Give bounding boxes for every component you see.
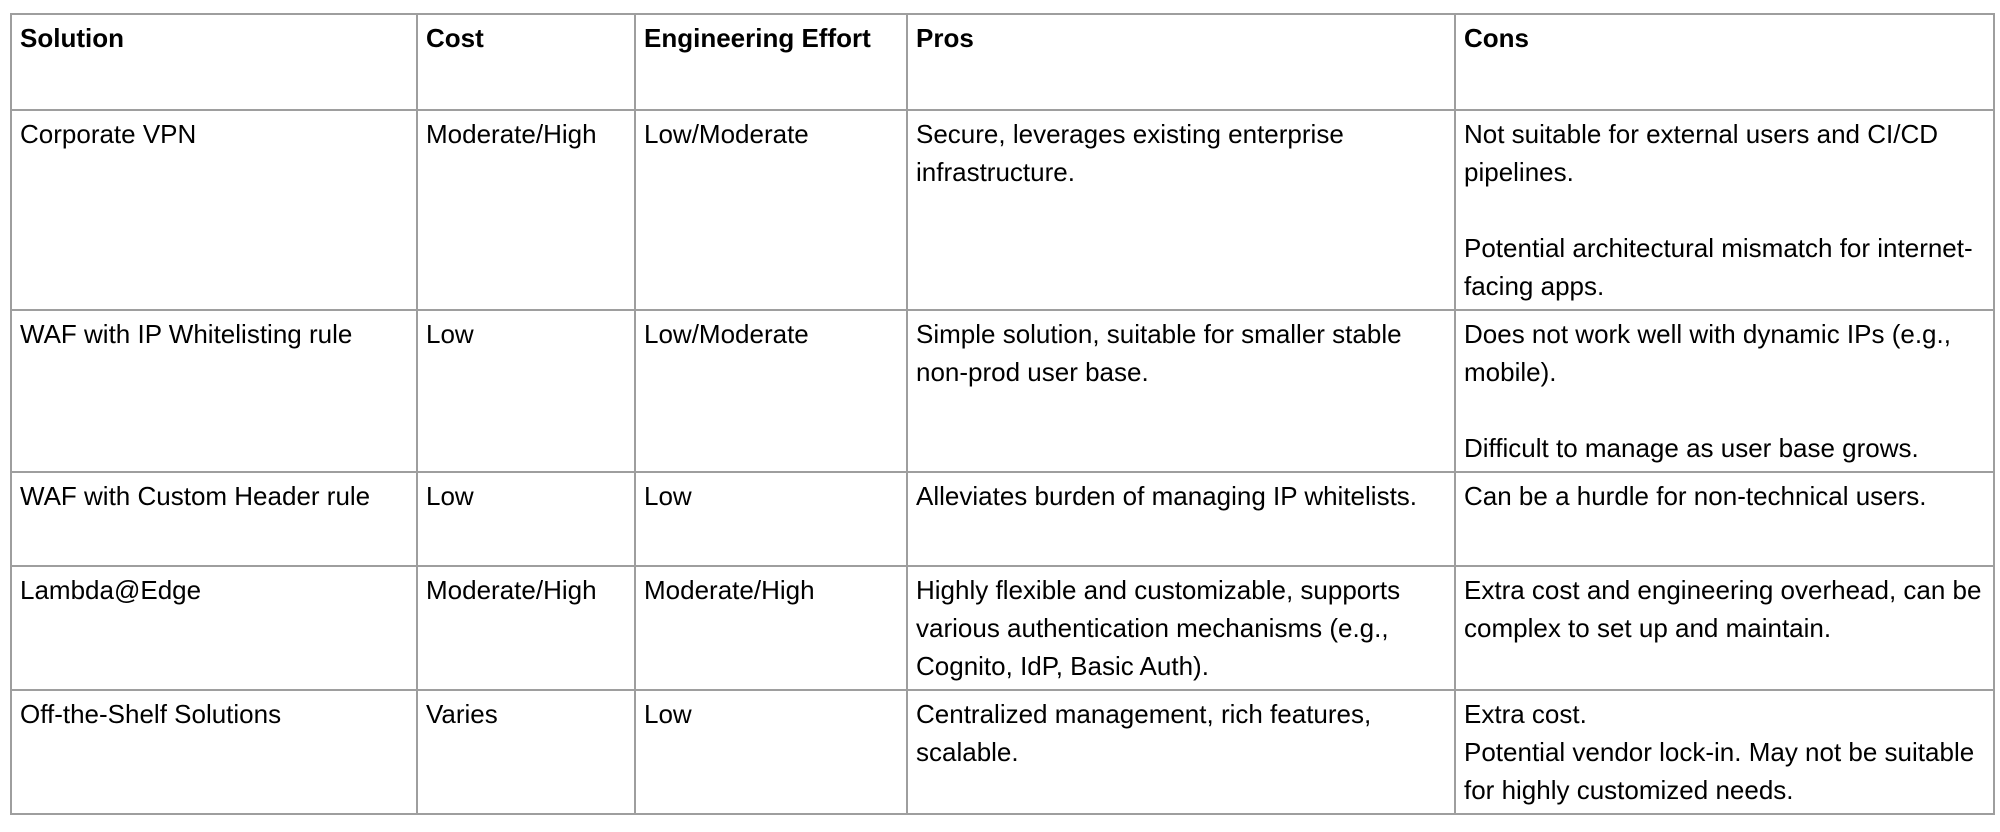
cell-cost [417,310,635,472]
cell-solution [11,110,417,310]
cell-effort [635,310,907,472]
cell-pros [907,310,1455,472]
cons-text: Extra cost. Potential vendor lock-in. May not be suitable for highly customized needs. [1464,699,1975,805]
solution-text: Off-the-Shelf Solutions [20,699,282,729]
cell-pros [907,472,1455,566]
comparison-table-container [10,13,1995,815]
cons-text: Extra cost and engineering overhead, can be complex to set up and maintain. [1464,575,1982,643]
table-row [11,566,1994,690]
cell-cost [417,472,635,566]
cell-effort [635,110,907,310]
cell-cons [1455,472,1994,566]
cost-text: Moderate/High [426,119,597,149]
cell-cons [1455,310,1994,472]
cons-text: Does not work well with dynamic IPs (e.g., mobile). Difficult to manage as user base grows. [1464,319,1951,463]
effort-text: Low/Moderate [644,319,809,349]
effort-text: Low/Moderate [644,119,809,149]
solution-text: Corporate VPN [20,119,197,149]
cell-effort [635,472,907,566]
table-row [11,472,1994,566]
header-solution: Solution [11,14,417,110]
header-pros: Pros [907,14,1455,110]
cell-effort [635,566,907,690]
cost-text: Low [426,319,474,349]
solution-text: WAF with IP Whitelisting rule [20,319,353,349]
effort-text: Low [644,481,692,511]
table-row [11,110,1994,310]
cell-cost [417,110,635,310]
cell-effort [635,690,907,814]
cell-cons [1455,110,1994,310]
table-row [11,690,1994,814]
pros-text: Alleviates burden of managing IP whitelists. [916,481,1418,511]
cell-solution [11,566,417,690]
cons-text: Not suitable for external users and CI/CD pipelines. Potential architectural mismatch for internet-facing apps. [1464,119,1973,301]
cell-solution [11,472,417,566]
solution-text: WAF with Custom Header rule [20,481,371,511]
cell-cost [417,566,635,690]
pros-text: Simple solution, suitable for smaller stable non-prod user base. [916,319,1402,387]
cost-text: Varies [426,699,498,729]
header-cost: Cost [417,14,635,110]
effort-text: Low [644,699,692,729]
table-header-row [11,14,1994,110]
effort-text: Moderate/High [644,575,815,605]
cell-solution [11,690,417,814]
pros-text: Secure, leverages existing enterprise infrastructure. [916,119,1344,187]
cost-text: Low [426,481,474,511]
cell-pros [907,110,1455,310]
pros-text: Centralized management, rich features, scalable. [916,699,1372,767]
cell-cost [417,690,635,814]
cost-text: Moderate/High [426,575,597,605]
header-cons: Cons [1455,14,1994,110]
cell-solution [11,310,417,472]
cell-cons [1455,690,1994,814]
solution-text: Lambda@Edge [20,575,202,605]
cell-cons [1455,566,1994,690]
header-engineering-effort: Engineering Effort [635,14,907,110]
pros-text: Highly flexible and customizable, supports various authentication mechanisms (e.g., Cognito, IdP, Basic Auth). [916,575,1401,681]
cell-pros [907,690,1455,814]
table-row [11,310,1994,472]
solutions-comparison-table [10,13,1995,815]
cons-text: Can be a hurdle for non-technical users. [1464,481,1927,511]
cell-pros [907,566,1455,690]
